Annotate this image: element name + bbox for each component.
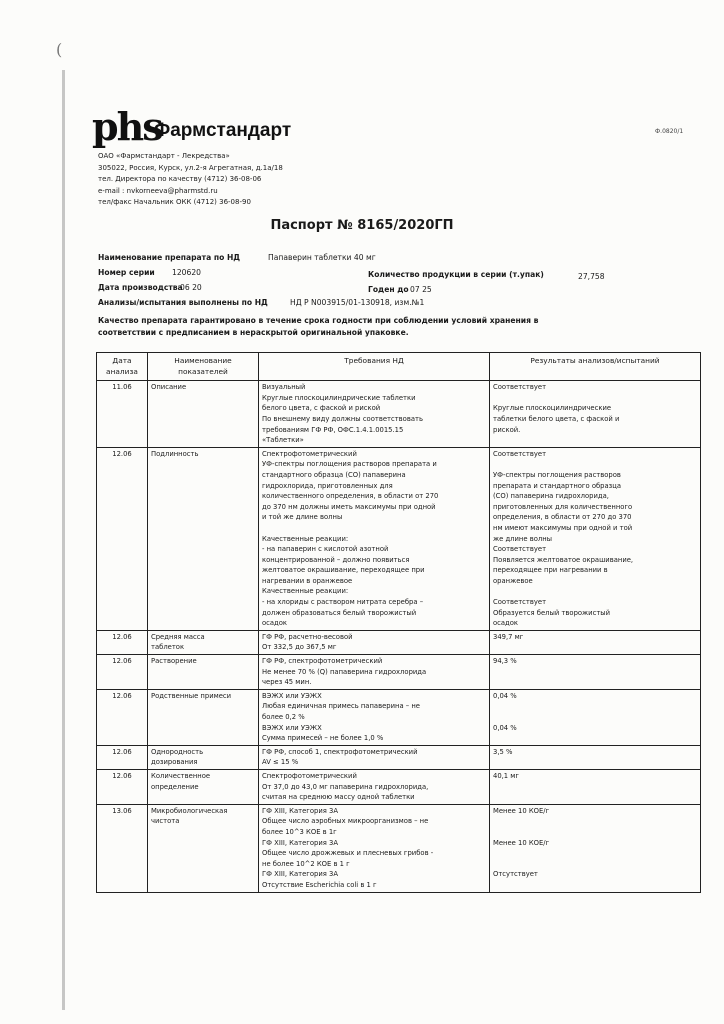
cell-line: Визуальный <box>262 383 306 392</box>
cell-line: Соответствует <box>493 598 547 607</box>
cell-line: белого цвета, с фаской и риской <box>262 404 381 413</box>
cell-line: 94,3 % <box>493 657 517 666</box>
cell-line: Отсутствует <box>493 870 538 879</box>
document-code: Ф.0820/1 <box>655 128 684 135</box>
cell-line: осадок <box>262 619 288 628</box>
quantity-value: 27,758 <box>578 272 605 281</box>
logo-mark: phs <box>92 104 162 149</box>
drug-label: Наименование препарата по НД <box>98 253 241 262</box>
series-value: 120620 <box>172 268 201 277</box>
cell-line: приготовленных для количественного <box>493 502 633 511</box>
cell-line: гидрохлорида, приготовленных для <box>262 481 393 490</box>
logo-name: Фармстандарт <box>154 120 292 141</box>
cell-line: нм имеют максимумы при одной и той <box>493 523 633 532</box>
cell-line: Общее число аэробных микроорганизмов – не <box>262 817 429 826</box>
cell-line: Соответствует <box>493 545 547 554</box>
cell-indicator <box>148 689 259 745</box>
cell-line <box>493 586 697 597</box>
cell-indicator <box>148 745 259 769</box>
cell-requirement <box>259 804 490 892</box>
cell-line <box>493 848 697 859</box>
analysis-value: НД Р N003915/01-130918, изм.№1 <box>290 298 425 307</box>
cell-line: Менее 10 КОЕ/г <box>493 838 550 847</box>
cell-line: «Таблетки» <box>262 436 304 445</box>
expiry-label: Годен до <box>368 285 409 294</box>
table-row <box>97 804 701 892</box>
cell-line: переходящее при нагревании в <box>493 566 608 575</box>
cell-date: 11.06 <box>97 381 148 448</box>
cell-line: Появляется желтоватое окрашивание, <box>493 555 634 564</box>
cell-line: Родственные примеси <box>151 691 232 700</box>
results-table <box>96 352 701 893</box>
cell-date: 13.06 <box>97 804 148 892</box>
cell-line: 0,04 % <box>493 723 517 732</box>
company-contacts <box>98 151 283 209</box>
cell-line: ГФ РФ, способ 1, спектрофотометрический <box>262 747 418 756</box>
cell-line: Подлинность <box>151 449 199 458</box>
table-row <box>97 745 701 769</box>
cell-line: оранжевое <box>493 576 533 585</box>
cell-line: Круглые плоскоцилиндрические таблетки <box>262 393 416 402</box>
analysis-label: Анализы/испытания выполнены по НД <box>98 298 268 307</box>
cell-result <box>490 655 701 690</box>
cell-line: ГФ XIII, Категория 3А <box>262 870 338 879</box>
cell-date: 12.06 <box>97 689 148 745</box>
cell-line: чистота <box>151 817 180 826</box>
cell-result <box>490 381 701 448</box>
cell-result <box>490 447 701 630</box>
cell-line: нагревании в оранжевое <box>262 576 353 585</box>
cell-line: препарата и стандартного образца <box>493 481 622 490</box>
cell-indicator <box>148 655 259 690</box>
scan-edge-line <box>62 70 65 1010</box>
table-header-row <box>97 353 701 381</box>
cell-line <box>493 816 697 827</box>
cell-line: - на хлориды с раствором нитрата серебра – <box>262 598 424 607</box>
company-line: тел. Директора по качеству (4712) 36-08-06 <box>98 175 262 184</box>
header-name: Наименование показателей <box>148 353 259 381</box>
cell-result <box>490 745 701 769</box>
company-line: 305022, Россия, Курск, ул.2-я Агрегатная, д.1а/18 <box>98 163 283 172</box>
cell-result <box>490 804 701 892</box>
header-date: Дата анализа <box>97 353 148 381</box>
cell-line: Общее число дрожжевых и плесневых грибов - <box>262 849 434 858</box>
cell-line: через 45 мин. <box>262 678 312 687</box>
cell-line: От 37,0 до 43,0 мг папаверина гидрохлорида, <box>262 782 429 791</box>
cell-line <box>493 701 697 712</box>
cell-line: ГФ XIII, Категория 3А <box>262 838 338 847</box>
cell-line: ГФ РФ, расчетно-весовой <box>262 632 353 641</box>
cell-line: От 332,5 до 367,5 мг <box>262 643 337 652</box>
cell-requirement <box>259 630 490 654</box>
cell-line: - на папаверин с кислотой азотной <box>262 545 389 554</box>
table-row <box>97 447 701 630</box>
cell-line <box>493 712 697 723</box>
header-requirements: Требования НД <box>259 353 490 381</box>
table-row <box>97 655 701 690</box>
cell-indicator <box>148 381 259 448</box>
cell-line: Растворение <box>151 657 197 666</box>
cell-requirement <box>259 745 490 769</box>
cell-line: Любая единичная примесь папаверина – не <box>262 702 420 711</box>
table-row <box>97 381 701 448</box>
cell-date: 12.06 <box>97 655 148 690</box>
company-logo <box>92 104 292 154</box>
cell-line: УФ-спектры поглощения растворов <box>493 470 621 479</box>
company-line: e-mail : nvkorneeva@pharmstd.ru <box>98 186 218 195</box>
cell-line: 3,5 % <box>493 747 513 756</box>
page-title: Паспорт № 8165/2020ГП <box>270 218 454 233</box>
header-results: Результаты анализов/испытаний <box>490 353 701 381</box>
cell-line: ГФ XIII, Категория 3А <box>262 806 338 815</box>
cell-date: 12.06 <box>97 769 148 804</box>
cell-line: УФ-спектры поглощения растворов препарата и <box>262 460 437 469</box>
cell-indicator <box>148 804 259 892</box>
cell-line: более 10^3 КОЕ в 1г <box>262 827 337 836</box>
cell-line: требованиям ГФ РФ, ОФС.1.4.1.0015.15 <box>262 425 404 434</box>
cell-line: 0,04 % <box>493 691 517 700</box>
cell-line: Сумма примесей – не более 1,0 % <box>262 734 384 743</box>
cell-line: осадок <box>493 619 519 628</box>
cell-line: Круглые плоскоцилиндрические <box>493 404 612 413</box>
cell-result <box>490 630 701 654</box>
production-date-value: 06 20 <box>180 283 202 292</box>
cell-line: Однородность <box>151 747 204 756</box>
table-row <box>97 769 701 804</box>
cell-line: стандартного образца (СО) папаверина <box>262 470 406 479</box>
cell-line: Не менее 70 % (Q) папаверина гидрохлорида <box>262 667 427 676</box>
cell-line: же длине волны <box>493 534 553 543</box>
company-line: тел/факс Начальник ОКК (4712) 36-08-90 <box>98 198 251 207</box>
cell-line: Спектрофотометрический <box>262 771 357 780</box>
cell-indicator <box>148 769 259 804</box>
cell-line <box>493 393 697 404</box>
cell-line: Соответствует <box>493 383 547 392</box>
cell-line <box>493 859 697 870</box>
series-label: Номер серии <box>98 268 155 277</box>
table-row <box>97 689 701 745</box>
cell-line: Микробиологическая <box>151 806 228 815</box>
expiry-value: 07 25 <box>410 285 432 294</box>
cell-line: Описание <box>151 383 187 392</box>
cell-line: 349,7 мг <box>493 632 524 641</box>
table-body <box>97 381 701 892</box>
cell-line: Соответствует <box>493 449 547 458</box>
cell-line: дозирования <box>151 758 198 767</box>
cell-line: Отсутствие Escherichia coli в 1 г <box>262 880 377 889</box>
cell-requirement <box>259 655 490 690</box>
company-line: ОАО «Фармстандарт - Лекредства» <box>98 152 230 160</box>
cell-requirement <box>259 769 490 804</box>
cell-line: должен образоваться белый творожистый <box>262 608 417 617</box>
cell-line: 40,1 мг <box>493 771 519 780</box>
cell-requirement <box>259 447 490 630</box>
cell-line: таблеток <box>151 643 185 652</box>
cell-line: количественного определения, в области от 270 <box>262 492 439 501</box>
cell-line: Менее 10 КОЕ/г <box>493 806 550 815</box>
cell-date: 12.06 <box>97 447 148 630</box>
cell-line: ГФ РФ, спектрофотометрический <box>262 657 383 666</box>
drug-value: Папаверин таблетки 40 мг <box>268 253 376 262</box>
cell-line: и той же длине волны <box>262 513 343 522</box>
cell-line: до 370 нм должны иметь максимумы при одной <box>262 502 436 511</box>
cell-line <box>262 523 486 534</box>
cell-line: Качественные реакции: <box>262 587 349 596</box>
cell-line: По внешнему виду должны соответствовать <box>262 414 423 423</box>
cell-line: концентрированной – должно появиться <box>262 555 410 564</box>
cell-line: (СО) папаверина гидрохлорида, <box>493 492 609 501</box>
cell-result <box>490 769 701 804</box>
quantity-label: Количество продукции в серии (т.упак) <box>368 270 544 279</box>
cell-line: Образуется белый творожистый <box>493 608 611 617</box>
cell-date: 12.06 <box>97 630 148 654</box>
cell-line: AV ≤ 15 % <box>262 758 299 767</box>
cell-requirement <box>259 381 490 448</box>
table-row <box>97 630 701 654</box>
cell-result <box>490 689 701 745</box>
cell-line: риской. <box>493 425 521 434</box>
cell-line: не более 10^2 КОЕ в 1 г <box>262 859 350 868</box>
cell-line <box>493 827 697 838</box>
cell-line: Спектрофотометрический <box>262 449 357 458</box>
cell-line <box>493 459 697 470</box>
cell-line: Качественные реакции: <box>262 534 349 543</box>
cell-date: 12.06 <box>97 745 148 769</box>
cell-line: считая на среднюю массу одной таблетки <box>262 793 415 802</box>
cell-line: желтоватое окрашивание, переходящее при <box>262 566 425 575</box>
production-date-label: Дата производства <box>98 283 183 292</box>
cell-line: определения, в области от 270 до 370 <box>493 513 632 522</box>
cell-indicator <box>148 447 259 630</box>
cell-line: определение <box>151 782 199 791</box>
quality-note: Качество препарата гарантировано в течение срока годности при соблюдении условий хранения в соответствии с предписанием в нераскрытой оригинальной упаковке. <box>98 316 539 337</box>
cell-line: ВЭЖХ или УЭЖХ <box>262 723 322 732</box>
cell-line: Количественное <box>151 771 211 780</box>
cell-requirement <box>259 689 490 745</box>
cell-line: ВЭЖХ или УЭЖХ <box>262 691 322 700</box>
cell-indicator <box>148 630 259 654</box>
cell-line: таблетки белого цвета, с фаской и <box>493 414 620 423</box>
cell-line: Средняя масса <box>151 632 205 641</box>
cell-line: более 0,2 % <box>262 713 305 721</box>
stray-pen-mark: ( <box>56 40 63 59</box>
